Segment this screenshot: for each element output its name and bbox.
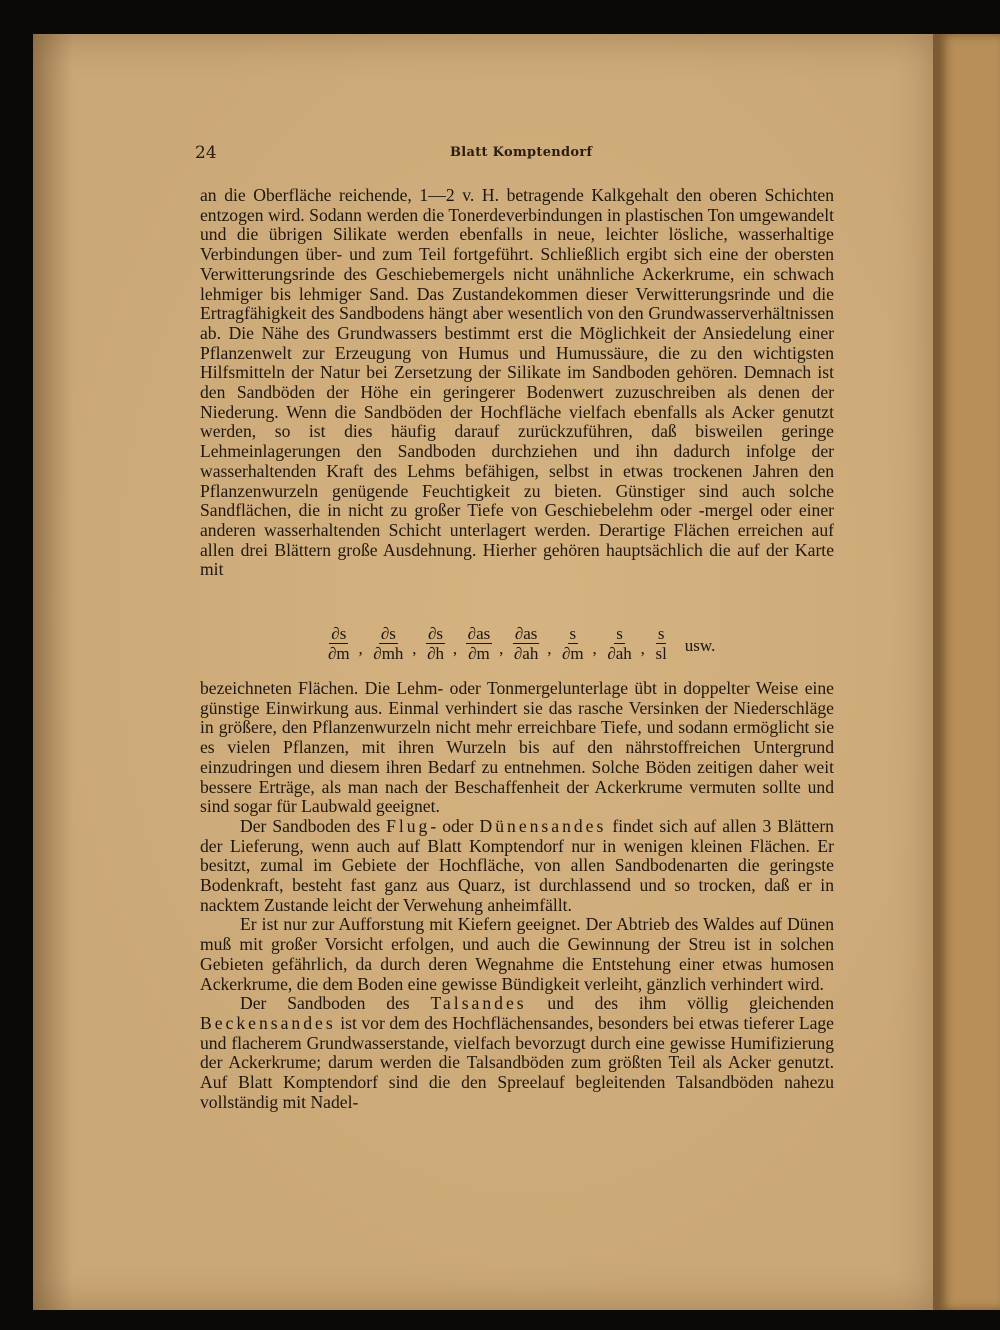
body-text-lower — [200, 679, 834, 1112]
formula-fraction: $\frac{s}{sl}$ — [655, 624, 667, 663]
page-number: 24 — [195, 143, 217, 163]
paragraph-4: Er ist nur zur Aufforstung mit Kiefern geeignet. Der Abtrieb des Waldes auf Dünen muß mit großer Vorsicht erfolgen, und auch die Gewinnung der Streu ist in solchen Gebieten gefährlich, da durch deren Wegnahme die Entstehung einer etwas humosen Ackerkrume, die dem Boden eine gewisse Bündigkeit verleiht, gänzlich verhindert wird. — [200, 914, 834, 994]
formula-fraction: $\frac{\partial s}{\partial m}$ — [328, 624, 350, 663]
formula-fraction: $\frac{\partial as}{\partial m}$ — [467, 624, 491, 663]
running-title: Blatt Komptendorf — [450, 145, 593, 160]
paragraph-1: an die Oberfläche reichende, 1—2 v. H. betragende Kalkgehalt den oberen Schichten entzogen wird. Sodann werden die Tonerdeverbindungen in plastischen Ton umgewandelt und die übrigen Silikate werden ebenfalls in neue, leichter lösliche, wasserhaltige Verbindungen über- und zum Teil fortgeführt. Schließlich ergibt sich eine der obersten Verwitterungsrinde des Geschiebemergels nicht unähnliche Ackerkrume, ein schwach lehmiger bis lehmiger Sand. Das Zustandekommen dieser Verwitterungsrinde und die Ertragfähigkeit des Sandbodens hängt aber wesentlich von den Grundwasserverhältnissen ab. Die Nähe des Grundwassers bestimmt erst die Möglichkeit der Ansiedelung einer Pflanzenwelt zur Erzeugung von Humus und Humussäure, die zu den wichtigsten Hilfsmitteln der Natur bei Zersetzung der Silikate im Sandboden gehören. Demnach ist den Sandböden der Höhe ein geringerer Bodenwert zuzuschreiben als denen der Niederung. Wenn die Sandböden der Hochfläche vielfach ebenfalls als Acker genutzt werden, so ist dies häufig darauf zurückzuführen, daß bisweilen geringe Lehmeinlagerungen den Sandboden durchziehen und ihn dadurch infolge der wasserhaltenden Kraft des Lehms befähigen, selbst in etwas trockenen Jahren den Pflanzenwurzeln genügende Feuchtigkeit zu bieten. Günstiger sind auch solche Sandflächen, die in nicht zu großer Tiefe von Geschiebelehm oder -mergel oder einer anderen wasserhaltenden Schicht unterlagert werden. Derartige Flächen erreichen auf allen drei Blättern große Ausdehnung. Hierher gehören hauptsächlich die auf der Karte mit — [200, 185, 834, 580]
adjacent-page — [939, 34, 1000, 1310]
paragraph-5: Der Sandboden des Talsandes und des ihm völlig gleichenden Beckensandes ist vor dem des Hochflächensandes, besonders bei etwas tieferer Lage und flacherem Grundwasserstande, vielfach bevorzugt durch eine gewisse Humifizierung der Ackerkrume; darum werden die Talsandböden zum größten Teil als Acker genutzt. Auf Blatt Komptendorf sind die den Spreelauf begleitenden Talsandböden nahezu vollständig mit Nadel- — [200, 993, 834, 1112]
formula-fraction: $\frac{\partial as}{\partial ah}$ — [513, 624, 539, 663]
formula-fraction: $\frac{s}{\partial m}$ — [562, 624, 584, 663]
paragraph-2: bezeichneten Flächen. Die Lehm- oder Tonmergelunterlage übt in doppelter Weise eine günstige Einwirkung aus. Einmal verhindert sie das rasche Versinken der Niederschläge in größere, den Pflanzenwurzeln nicht mehr erreichbare Tiefe, und sodann ermöglicht sie es vielen Pflanzen, mit ihren Wurzeln bis auf den nährstoffreichen Untergrund einzudringen und diesem ihren Bedarf zu entnehmen. Solche Böden zeitigen daher weit bessere Erträge, als man nach der Beschaffenheit der Ackerkrume vermuten sollte und sind sogar für Laubwald geeignet. — [200, 678, 834, 817]
formula-fraction: $\frac{\partial s}{\partial mh}$ — [373, 624, 404, 663]
formula-fraction: $\frac{\partial s}{\partial h}$ — [427, 624, 444, 663]
paragraph-3: Der Sandboden des Flug- oder Dünensandes findet sich auf allen 3 Blättern der Lieferung, wenn auch auf Blatt Komptendorf nur in wenigen kleinen Flächen. Er besitzt, zumal im Gebiete der Hochfläche, von allen Sandbodenarten die geringste Bodenkraft, besteht fast ganz aus Quarz, ist durchlassend und so trocken, daß er in nacktem Zustande leicht der Verwehung anheimfällt. — [200, 815, 834, 915]
formula-suffix: usw. — [684, 636, 716, 655]
body-text-upper — [200, 186, 834, 580]
page-header — [195, 143, 835, 167]
formula-fraction: $\frac{s}{\partial ah}$ — [607, 624, 632, 663]
formula-symbols: $\frac{\partial s}{\partial m}$ ’ $\frac{\partial s}{\partial mh}$ ’ $\frac{\partial s}{\partial h}$ ’ $\frac{\partial as}{\partial m}$ ’ $\frac{\partial as}{\partial ah}$ ’ $\frac{s}{\partial m}$ ’ $\frac{s}{\partial ah}$ ’ $\frac{s}{sl}$ usw. — [328, 624, 716, 667]
